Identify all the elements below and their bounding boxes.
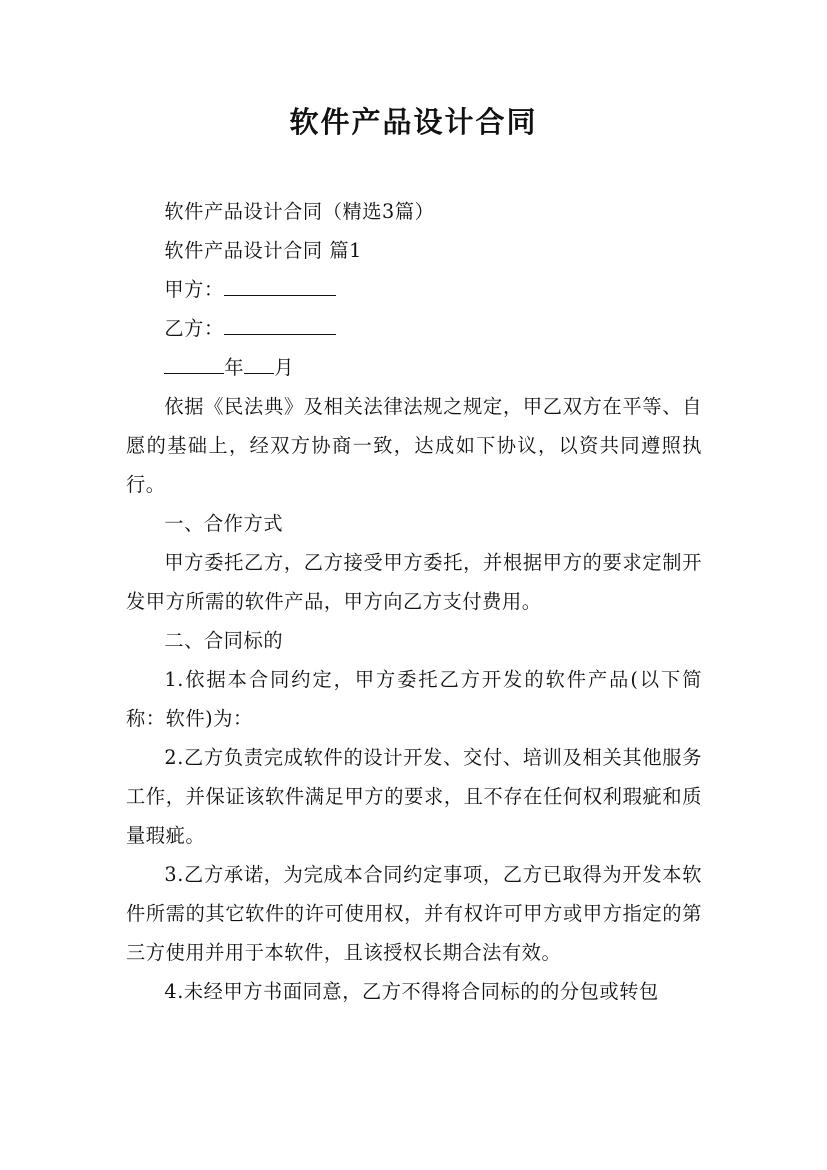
intro-paragraph: 依据《民法典》及相关法律法规之规定，甲乙双方在平等、自愿的基础上，经双方协商一致，达成如下协议，以资共同遵照执行。	[126, 395, 702, 496]
party-a-blank	[224, 273, 336, 296]
subtitle-line: 软件产品设计合同（精选3篇）	[164, 200, 435, 223]
year-blank	[164, 351, 224, 374]
heading-cooperation: 一、合作方式	[164, 512, 284, 535]
clause-4: 4.未经甲方书面同意，乙方不得将合同标的的分包或转包	[164, 980, 659, 1003]
date-line	[126, 348, 702, 387]
party-b-blank	[224, 312, 336, 335]
party-b-line	[126, 309, 702, 348]
heading-subject: 二、合同标的	[164, 629, 284, 652]
party-b-label: 乙方：	[164, 317, 224, 340]
year-label: 年	[224, 356, 245, 379]
month-blank	[244, 351, 274, 374]
clause-1: 1.依据本合同约定，甲方委托乙方开发的软件产品(以下简称：软件)为：	[126, 668, 702, 730]
clause-3: 3.乙方承诺，为完成本合同约定事项，乙方已取得为开发本软件所需的其它软件的许可使用权，并有权许可甲方或甲方指定的第三方使用并用于本软件，且该授权长期合法有效。	[126, 863, 702, 964]
document-title: 软件产品设计合同	[289, 105, 538, 139]
document-body	[126, 192, 702, 1011]
month-label: 月	[274, 356, 294, 379]
cooperation-paragraph: 甲方委托乙方，乙方接受甲方委托，并根据甲方的要求定制开发甲方所需的软件产品，甲方向乙方支付费用。	[126, 551, 702, 613]
party-a-line	[126, 270, 702, 309]
clause-2: 2.乙方负责完成软件的设计开发、交付、培训及相关其他服务工作，并保证该软件满足甲方的要求，且不存在任何权利瑕疵和质量瑕疵。	[126, 746, 702, 847]
party-a-label: 甲方：	[164, 278, 224, 301]
section-heading: 软件产品设计合同 篇1	[164, 239, 362, 262]
